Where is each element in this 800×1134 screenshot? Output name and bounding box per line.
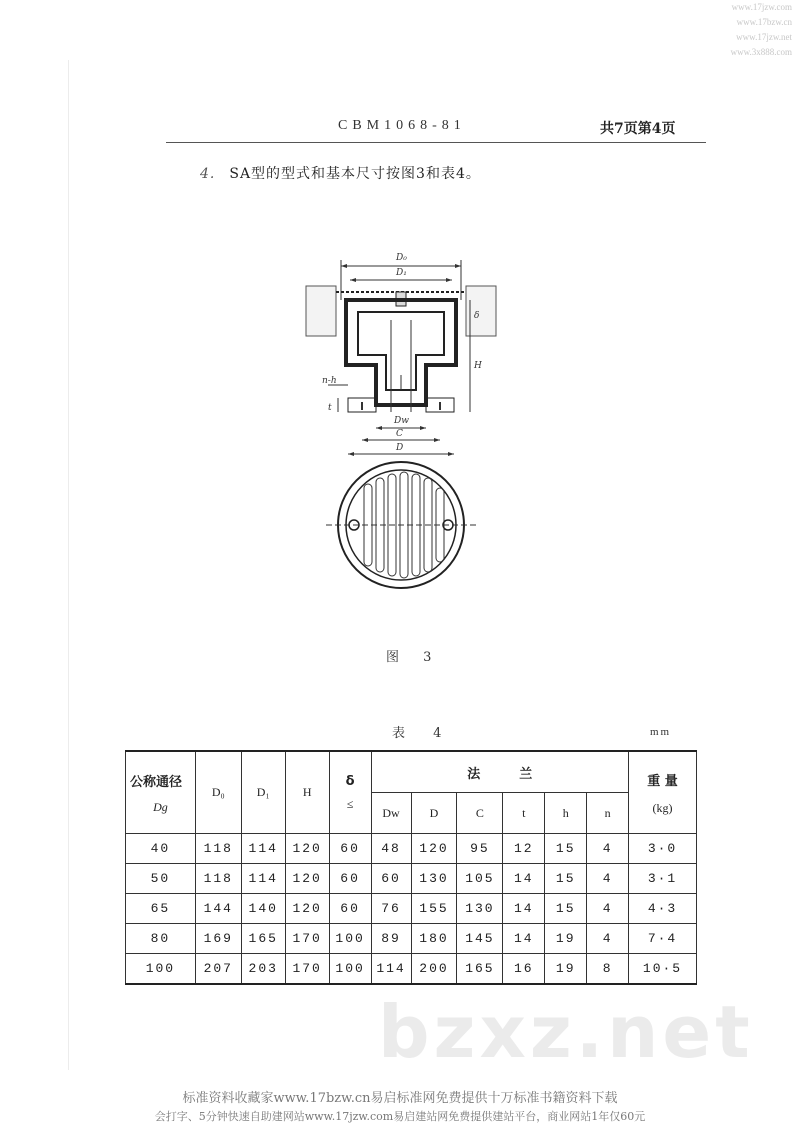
header-nominal-label: 公称通径 — [130, 774, 183, 790]
table-cell: 8 — [587, 954, 629, 985]
watermark-link: www.17bzw.cn — [736, 17, 792, 27]
table-cell: 120 — [411, 834, 457, 864]
table-cell: 14 — [503, 864, 545, 894]
table-cell: 120 — [285, 864, 329, 894]
floor-drain-drawing — [298, 240, 508, 610]
header-flange-d: D — [411, 793, 457, 834]
table-cell: 15 — [545, 894, 587, 924]
header-nominal-diameter — [126, 751, 196, 834]
dim-label-t: t — [328, 403, 332, 413]
table-row — [126, 864, 697, 894]
table-cell: 60 — [371, 864, 411, 894]
table-cell: 155 — [411, 894, 457, 924]
dim-label-d0: D₀ — [396, 253, 407, 263]
dim-label-nh: n-h — [322, 376, 337, 386]
footer-line-2: 会打字、5分钟快速自助建网站www.17jzw.com易启建站网免费提供建站平台，商业网站1年仅60元 — [154, 1110, 646, 1123]
table-cell: 4 — [587, 924, 629, 954]
figure-caption: 图 3 — [386, 650, 442, 665]
page-info: 共7页第4页 — [600, 121, 676, 137]
table-cell: 80 — [126, 924, 196, 954]
table-cell: 144 — [195, 894, 241, 924]
header-flange-n: n — [587, 793, 629, 834]
table-cell: 4·3 — [629, 894, 697, 924]
table-cell: 10·5 — [629, 954, 697, 985]
header-delta-le: ≤ — [346, 796, 354, 811]
table-cell: 114 — [371, 954, 411, 985]
table-cell: 3·1 — [629, 864, 697, 894]
header-weight-label: 重 量 — [647, 773, 678, 789]
page-header — [0, 118, 800, 140]
table-cell: 65 — [126, 894, 196, 924]
table-cell: 165 — [457, 954, 503, 985]
table-cell: 145 — [457, 924, 503, 954]
table-cell: 120 — [285, 834, 329, 864]
table-cell: 4 — [587, 864, 629, 894]
brand-watermark: bzxz.net — [378, 990, 754, 1074]
table-cell: 100 — [329, 954, 371, 985]
header-d0: D₀ — [195, 751, 241, 834]
table-cell: 50 — [126, 864, 196, 894]
table-cell: 140 — [241, 894, 285, 924]
dimension-table — [125, 750, 697, 985]
dim-label-d: D — [396, 443, 404, 453]
table-cell: 130 — [411, 864, 457, 894]
dim-label-d1: D₁ — [396, 268, 407, 278]
header-flange: 法 兰 — [371, 751, 628, 793]
table-cell: 89 — [371, 924, 411, 954]
table-cell: 40 — [126, 834, 196, 864]
dim-label-c: C — [396, 429, 403, 439]
header-flange-h: h — [545, 793, 587, 834]
header-d1: D₁ — [241, 751, 285, 834]
table-cell: 7·4 — [629, 924, 697, 954]
table-cell: 180 — [411, 924, 457, 954]
table-row — [126, 894, 697, 924]
table-cell: 120 — [285, 894, 329, 924]
table-cell: 95 — [457, 834, 503, 864]
table-cell: 100 — [126, 954, 196, 985]
standard-code: CBM1068-81 — [338, 118, 466, 133]
watermark-links — [731, 0, 792, 60]
dim-label-delta: δ — [474, 311, 480, 321]
table-cell: 170 — [285, 924, 329, 954]
table-caption: 表 4 — [392, 726, 454, 741]
table-body — [126, 834, 697, 985]
table-cell: 16 — [503, 954, 545, 985]
table-cell: 12 — [503, 834, 545, 864]
table-cell: 200 — [411, 954, 457, 985]
watermark-link: www.17jzw.com — [731, 2, 792, 12]
table-cell: 114 — [241, 834, 285, 864]
table-cell: 114 — [241, 864, 285, 894]
watermark-link: www.17jzw.net — [736, 32, 792, 42]
header-weight — [629, 751, 697, 834]
table-cell: 60 — [329, 834, 371, 864]
dim-label-h: H — [474, 361, 482, 371]
table-cell: 118 — [195, 864, 241, 894]
table-row — [126, 954, 697, 985]
table-cell: 14 — [503, 894, 545, 924]
table-cell: 203 — [241, 954, 285, 985]
header-weight-unit: (kg) — [652, 800, 673, 815]
header-flange-dw: Dw — [371, 793, 411, 834]
header-rule — [166, 142, 706, 143]
table-cell: 19 — [545, 954, 587, 985]
table-cell: 100 — [329, 924, 371, 954]
table-cell: 207 — [195, 954, 241, 985]
table-cell: 4 — [587, 834, 629, 864]
clause-body: SA型的型式和基本尺寸按图3和表4。 — [229, 166, 481, 182]
footer-line-1: 标准资料收藏家www.17bzw.cn易启标准网免费提供十万标准书籍资料下载 — [182, 1091, 618, 1106]
table-cell: 76 — [371, 894, 411, 924]
scan-margin-line — [68, 60, 69, 1070]
table-cell: 15 — [545, 834, 587, 864]
table-cell: 48 — [371, 834, 411, 864]
header-delta-symbol: δ — [345, 773, 355, 789]
header-flange-c: C — [457, 793, 503, 834]
table-unit: mm — [650, 726, 672, 738]
table-cell: 60 — [329, 864, 371, 894]
header-flange-t: t — [503, 793, 545, 834]
table-cell: 60 — [329, 894, 371, 924]
table-cell: 19 — [545, 924, 587, 954]
watermark-link: www.3x888.com — [730, 47, 792, 57]
table-cell: 118 — [195, 834, 241, 864]
table-cell: 169 — [195, 924, 241, 954]
table-cell: 14 — [503, 924, 545, 954]
table-cell: 15 — [545, 864, 587, 894]
dim-label-dw: Dw — [394, 416, 409, 426]
clause-text — [200, 163, 481, 183]
header-h: H — [285, 751, 329, 834]
table-cell: 4 — [587, 894, 629, 924]
header-delta — [329, 751, 371, 834]
table-row — [126, 834, 697, 864]
table-row — [126, 924, 697, 954]
table-cell: 105 — [457, 864, 503, 894]
table-cell: 3·0 — [629, 834, 697, 864]
table-cell: 170 — [285, 954, 329, 985]
header-dg: Dg — [153, 799, 168, 814]
clause-number: 4. — [200, 166, 216, 182]
table-cell: 130 — [457, 894, 503, 924]
table-cell: 165 — [241, 924, 285, 954]
